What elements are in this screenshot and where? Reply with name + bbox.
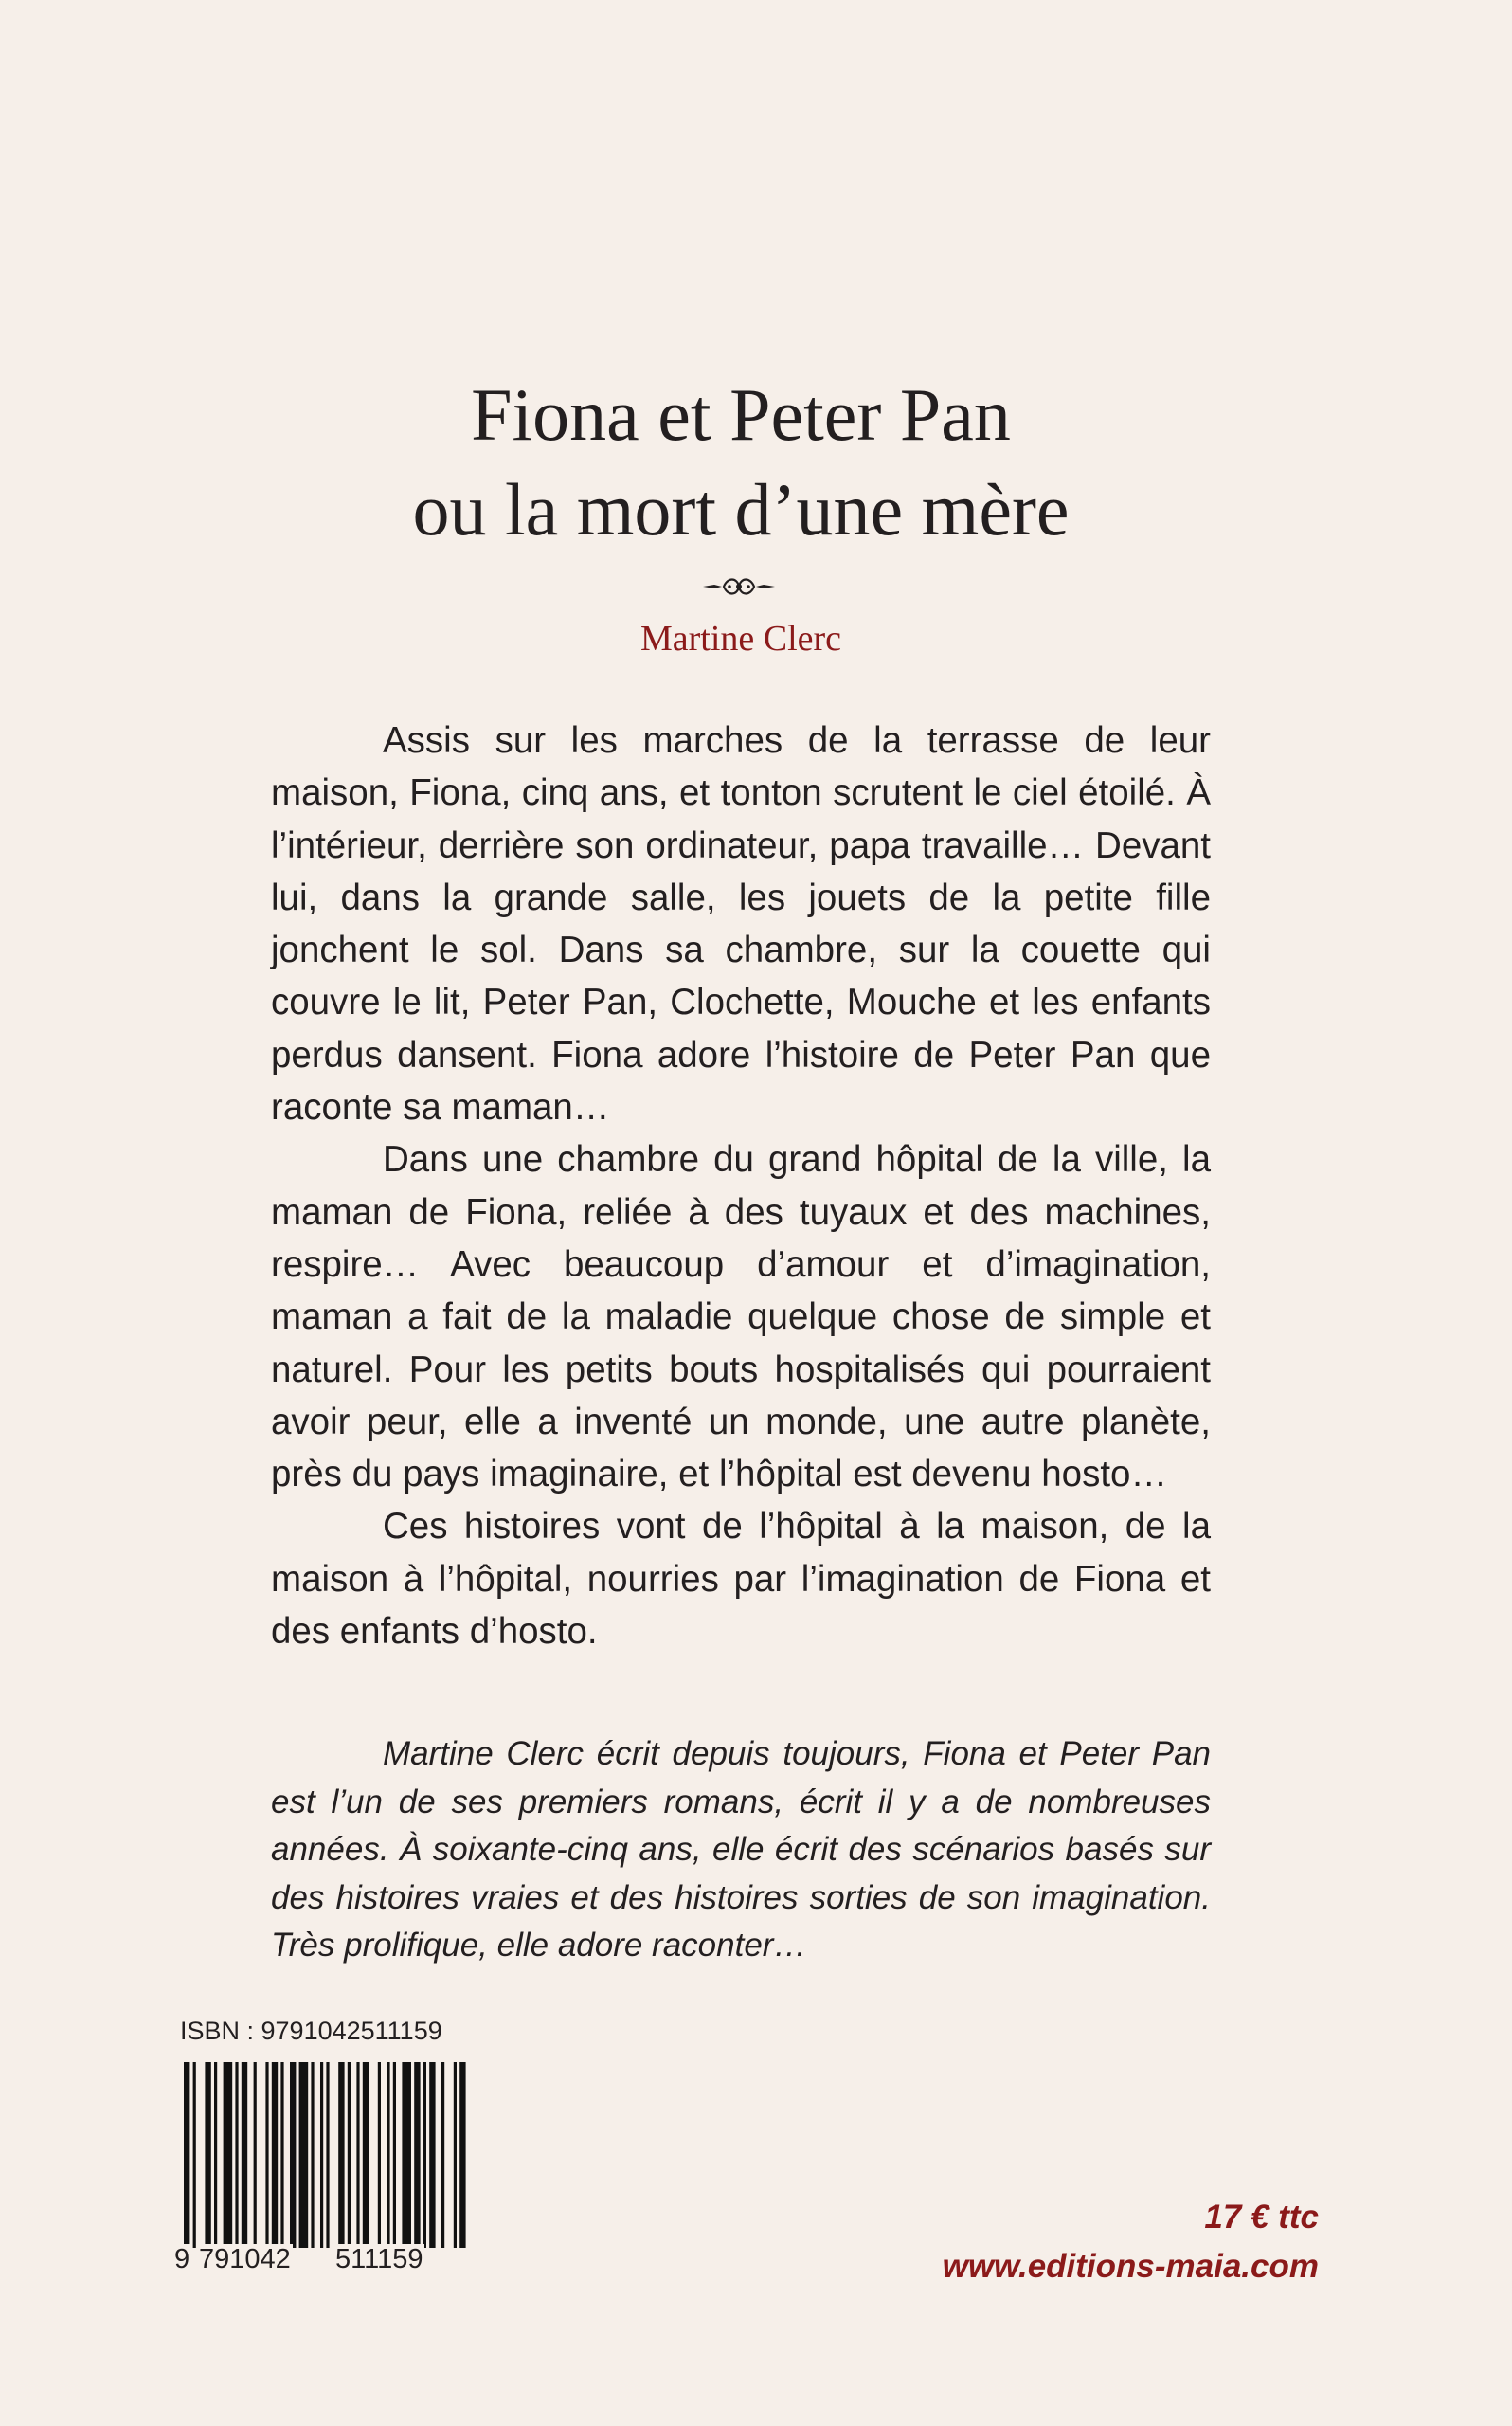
barcode-bar bbox=[356, 2062, 359, 2248]
barcode-bar bbox=[254, 2062, 257, 2248]
barcode-bar bbox=[454, 2062, 457, 2248]
barcode-bar bbox=[205, 2062, 210, 2269]
blurb-paragraph-1: Assis sur les marches de la terrasse de leur maison, Fiona, cinq ans, et tonton scrutent le ciel étoilé. À l’intérieur, derrière son ordinateur, papa travaille… Devant lui, dans la grande salle, les jouets de la petite fille jonchent le sol. Dans sa chambre, sur la couette qui couvre le lit, Peter Pan, Clochette, Mouche et les enfants perdus dansent. Fiona adore l’histoire de Peter Pan que raconte sa maman… bbox=[271, 720, 1211, 1129]
barcode-bar bbox=[363, 2062, 369, 2248]
barcode-bar bbox=[393, 2062, 396, 2248]
author-name: Martine Clerc bbox=[639, 619, 842, 659]
barcode-bar bbox=[348, 2062, 351, 2248]
barcode-digits bbox=[176, 2244, 470, 2278]
barcode-bar bbox=[338, 2062, 344, 2248]
author-bio-text: Martine Clerc écrit depuis toujours, Fiona et Peter Pan est l’un de ses premiers romans, écrit il y a de nombreuses années. À soixante-cinq ans, elle écrit des scénarios basés sur des histoires vraies et des histoires sorties de son imagination. Très prolifique, elle adore raconter… bbox=[271, 1735, 1211, 1964]
barcode-bar bbox=[235, 2062, 238, 2248]
book-title bbox=[0, 368, 1482, 557]
blurb-text bbox=[271, 715, 1211, 1657]
blurb-paragraph-3: Ces histoires vont de l’hôpital à la maison, de la maison à l’hôpital, nourries par l’imagination de Fiona et des enfants d’hosto. bbox=[271, 1506, 1211, 1653]
barcode-digit-first: 9 bbox=[174, 2244, 190, 2274]
title-line-2: ou la mort d’une mère bbox=[412, 468, 1070, 551]
barcode-bar bbox=[280, 2062, 283, 2248]
barcode-bar bbox=[414, 2062, 420, 2248]
barcode-bar bbox=[290, 2062, 296, 2248]
author-bio bbox=[271, 1730, 1211, 1970]
barcode-bar bbox=[224, 2062, 233, 2248]
isbn-label: ISBN : 9791042511159 bbox=[180, 2017, 442, 2045]
barcode-bar bbox=[326, 2062, 329, 2248]
fleuron-ornament-icon bbox=[701, 573, 777, 600]
barcode-bar bbox=[311, 2062, 314, 2248]
barcode-bar bbox=[423, 2062, 426, 2248]
barcode-bar bbox=[459, 2062, 465, 2248]
barcode-bar bbox=[265, 2062, 268, 2248]
barcode-bar bbox=[272, 2062, 278, 2248]
barcode-bar bbox=[441, 2062, 444, 2248]
barcode-bar bbox=[184, 2062, 189, 2269]
barcode-bar bbox=[193, 2062, 196, 2248]
publisher-website: www.editions-maia.com bbox=[942, 2248, 1319, 2285]
barcode-bar bbox=[387, 2062, 389, 2248]
barcode-bar bbox=[242, 2062, 247, 2248]
barcode-bar bbox=[402, 2062, 411, 2248]
price-label: 17 € ttc bbox=[1204, 2199, 1319, 2236]
barcode-bar bbox=[214, 2062, 217, 2248]
barcode-bar bbox=[378, 2062, 381, 2248]
barcode-digits-group-2: 511159 bbox=[335, 2244, 423, 2274]
blurb-paragraph-2: Dans une chambre du grand hôpital de la ville, la maman de Fiona, reliée à des tuyaux et des machines, respire… Avec beaucoup d’amour et d’imagination, maman a fait de la maladie quelque chose de simple et naturel. Pour les petits bouts hospitalisés qui pourraient avoir peur, elle a inventé un monde, une autre planète, près du pays imaginaire, et l’hôpital est devenu hosto… bbox=[271, 1139, 1211, 1495]
barcode-bar bbox=[299, 2062, 309, 2248]
barcode-bar bbox=[429, 2062, 435, 2248]
title-line-1: Fiona et Peter Pan bbox=[471, 373, 1011, 456]
barcode-digits-group-1: 791042 bbox=[199, 2244, 291, 2274]
barcode-bar bbox=[320, 2062, 323, 2248]
